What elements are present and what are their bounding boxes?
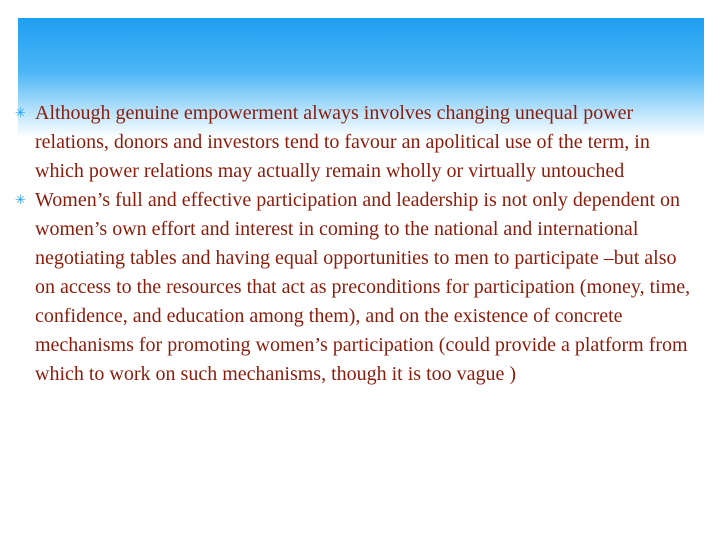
bullet-text: Women’s full and effective participation and leadership is not only dependent on women’s own effort and interest in coming to the national and international negotiating tables and having equal opportunities to men to participate –but also on access to the resources that act as preconditions for participation (money, time, confidence, and education among them), and on the existence of concrete mechanisms for promoting women’s participation (could provide a platform from which to work on such mechanisms, though it is too vague ) xyxy=(35,189,691,385)
bullet-item xyxy=(15,186,705,389)
bullet-asterisk-icon: ✳ xyxy=(15,193,26,208)
bullet-asterisk-icon: ✳ xyxy=(15,106,26,121)
bullet-list xyxy=(15,99,705,389)
bullet-text: Although genuine empowerment always involves changing unequal power relations, donors and investors tend to favour an apolitical use of the term, in which power relations may actually remain wholly or virtually untouched xyxy=(35,102,650,182)
bullet-item xyxy=(15,99,705,186)
